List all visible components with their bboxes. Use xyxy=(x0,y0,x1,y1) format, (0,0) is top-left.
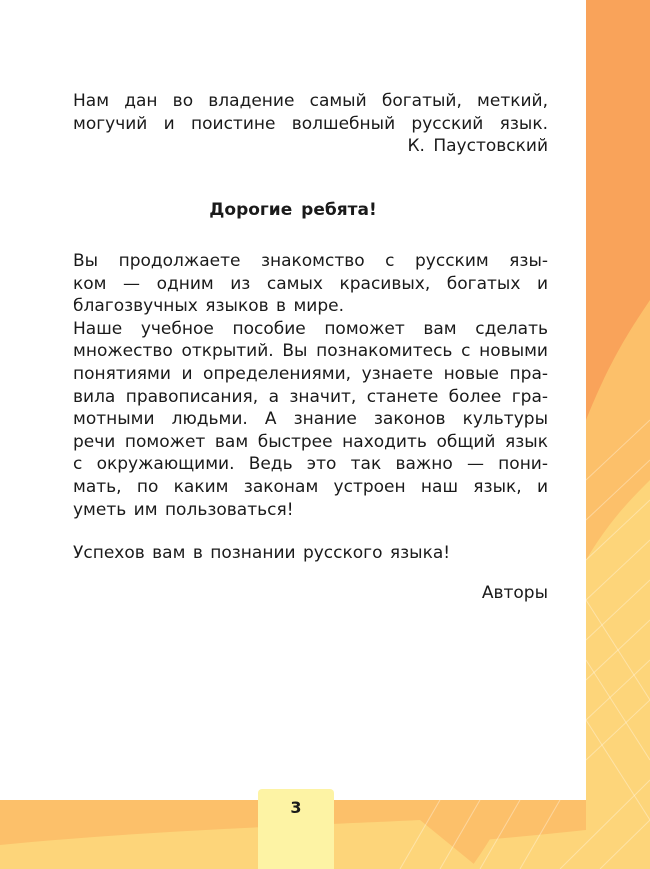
body-line: Наше учебное пособие поможет вам сделать xyxy=(73,318,548,339)
body-line: с окружающими. Ведь это так важно — пони- xyxy=(73,454,548,475)
body-line: вила правописания, а значит, станете более гра- xyxy=(73,386,548,407)
epigraph-line: могучий и поистине волшебный русский язык. xyxy=(73,113,548,134)
signature: Авторы xyxy=(481,583,548,603)
epigraph-author: К. Паустовский xyxy=(407,136,548,157)
page-heading: Дорогие ребята! xyxy=(209,200,377,220)
body-text xyxy=(73,250,548,521)
epigraph-line: Нам дан во владение самый богатый, меткий, xyxy=(73,91,548,111)
page-number: 3 xyxy=(290,798,302,817)
body-line: уметь им пользоваться! xyxy=(73,499,294,520)
body-line: множество открытий. Вы познакомитесь с новыми xyxy=(73,341,548,362)
epigraph xyxy=(73,90,548,158)
body-line: мать, по каким законам устроен наш язык, и xyxy=(73,476,548,497)
closing-line: Успехов вам в познании русского языка! xyxy=(73,543,451,563)
body-line: мотными людьми. А знание законов культуры xyxy=(73,409,548,430)
body-line: ком — одним из самых красивых, богатых и xyxy=(73,273,548,294)
body-line: понятиями и определениями, узнаете новые пра- xyxy=(73,363,548,384)
body-line: речи поможет вам быстрее находить общий язык xyxy=(73,431,548,452)
body-line: благозвучных языков в мире. xyxy=(73,296,344,317)
body-line: Вы продолжаете знакомство с русским язы- xyxy=(73,251,548,271)
